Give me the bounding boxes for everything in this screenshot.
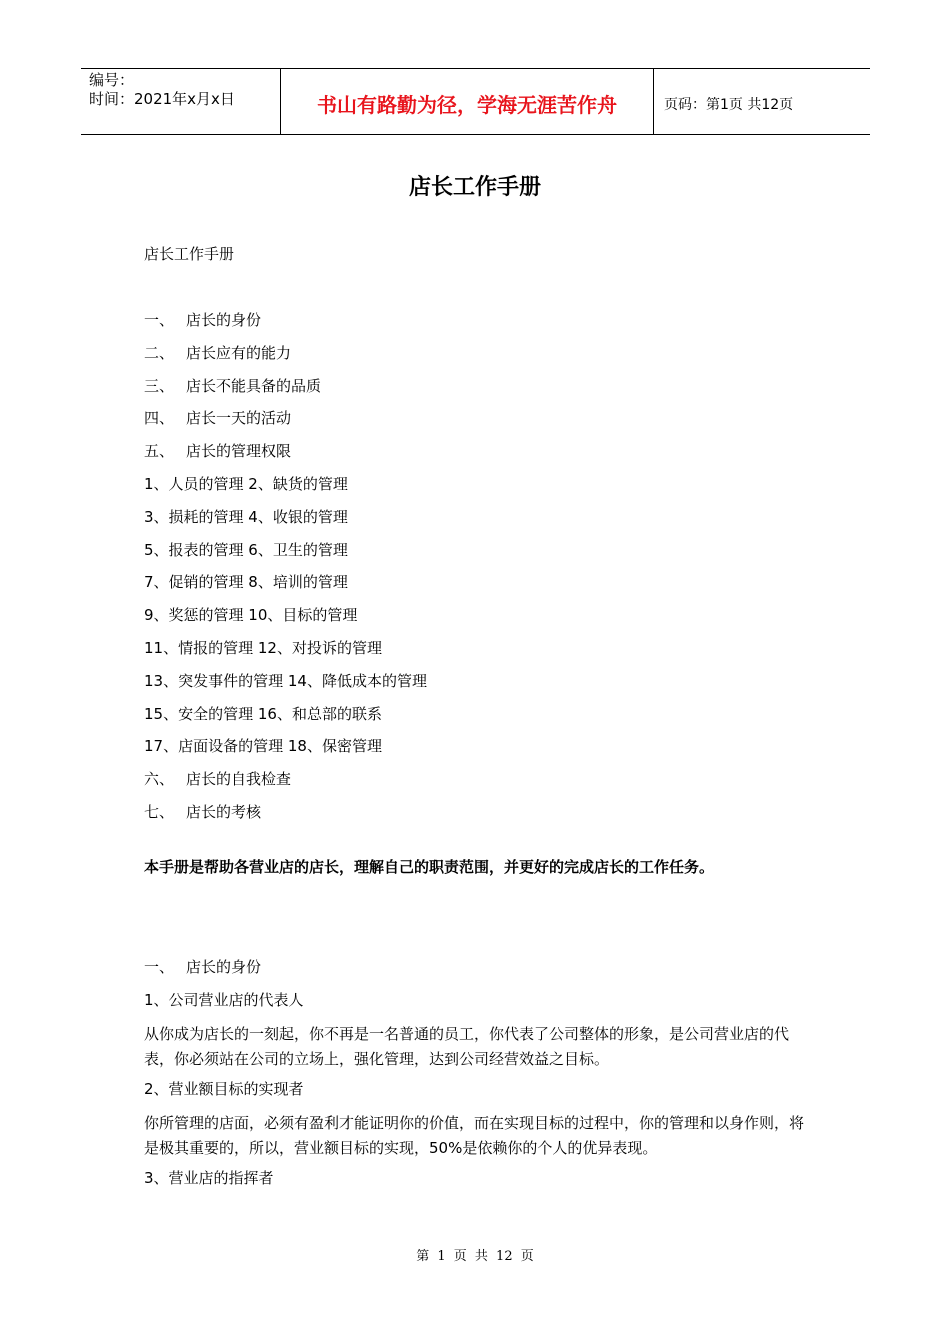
toc-item: 一、 店长的身份 bbox=[144, 311, 262, 329]
toc-item: 三、 店长不能具备的品质 bbox=[144, 376, 322, 395]
document-title: 店长工作手册 bbox=[408, 175, 541, 200]
toc-sub-item: 1、人员的管理 2、缺货的管理 bbox=[144, 474, 348, 493]
toc-sub-item: 3、损耗的管理 4、收银的管理 bbox=[144, 507, 348, 526]
toc-item: 四、 店长一天的活动 bbox=[144, 409, 292, 428]
toc-sub-item: 13、突发事件的管理 14、降低成本的管理 bbox=[144, 671, 427, 690]
toc-sub-item: 7、促销的管理 8、培训的管理 bbox=[144, 573, 348, 592]
page-header bbox=[81, 68, 870, 135]
document-subtitle: 店长工作手册 bbox=[144, 245, 235, 263]
header-page-info: 页码：第1页 共12页 bbox=[664, 96, 794, 113]
section-heading: 一、 店长的身份 bbox=[144, 957, 262, 976]
item-title: 1、公司营业店的代表人 bbox=[144, 990, 304, 1009]
header-motto: 书山有路勤为径，学海无涯苦作舟 bbox=[281, 69, 654, 134]
date-line: 时间：2021年x月x日 bbox=[89, 90, 235, 108]
purpose-statement: 本手册是帮助各营业店的店长，理解自己的职责范围，并更好的完成店长的工作任务。 bbox=[144, 857, 715, 876]
toc-sub-item: 11、情报的管理 12、对投诉的管理 bbox=[144, 638, 382, 657]
section-identity bbox=[144, 956, 814, 1200]
header-meta-cell bbox=[81, 69, 281, 134]
toc-item: 五、 店长的管理权限 bbox=[144, 442, 292, 461]
toc-item: 六、 店长的自我检查 bbox=[144, 770, 292, 789]
item-paragraph: 你所管理的店面，必须有盈利才能证明你的价值，而在实现目标的过程中，你的管理和以身作则，将是极其重要的，所以，营业额目标的实现，50%是依赖你的个人的优异表现。 bbox=[144, 1113, 805, 1157]
toc-item: 二、 店长应有的能力 bbox=[144, 343, 292, 362]
item-title: 3、营业店的指挥者 bbox=[144, 1168, 274, 1187]
toc-sub-item: 17、店面设备的管理 18、保密管理 bbox=[144, 737, 382, 756]
document-body bbox=[144, 243, 814, 1200]
serial-label: 编号： bbox=[89, 71, 135, 89]
table-of-contents bbox=[144, 309, 814, 834]
toc-sub-item: 15、安全的管理 16、和总部的联系 bbox=[144, 704, 382, 723]
item-title: 2、营业额目标的实现者 bbox=[144, 1079, 304, 1098]
item-paragraph: 从你成为店长的一刻起，你不再是一名普通的员工，你代表了公司整体的形象，是公司营业店的代表，你必须站在公司的立场上，强化管理，达到公司经营效益之目标。 bbox=[144, 1024, 790, 1068]
toc-item: 七、 店长的考核 bbox=[144, 802, 262, 821]
page-footer: 第 1 页 共 12 页 bbox=[416, 1249, 534, 1264]
toc-sub-item: 5、报表的管理 6、卫生的管理 bbox=[144, 540, 348, 559]
toc-sub-item: 9、奖惩的管理 10、目标的管理 bbox=[144, 606, 358, 625]
